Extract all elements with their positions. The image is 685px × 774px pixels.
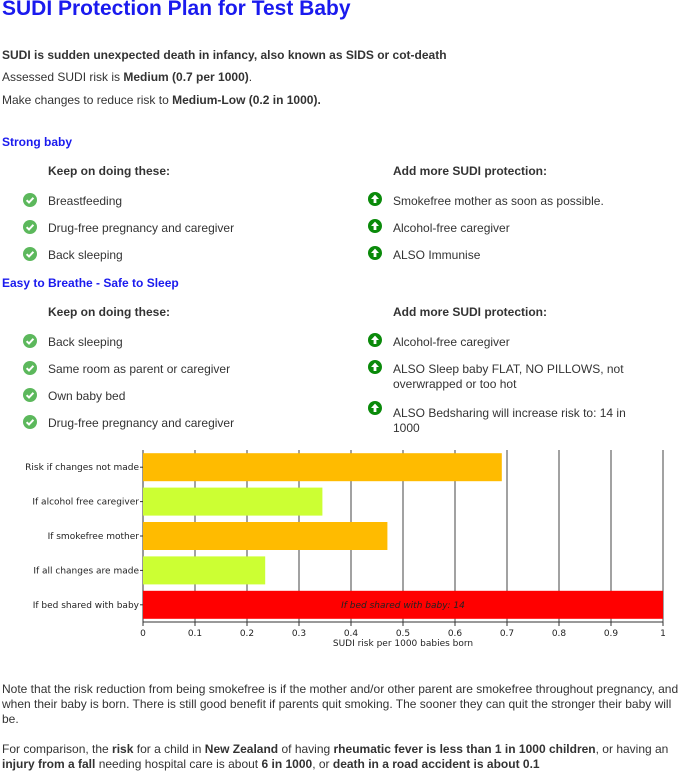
arrow-up-circle-icon xyxy=(368,333,382,347)
comparison-bold: 6 in 1000 xyxy=(261,757,313,771)
arrow-up-circle-icon xyxy=(368,401,382,415)
check-circle-icon xyxy=(23,334,37,348)
check-circle-icon xyxy=(23,220,37,234)
keep-doing-heading: Keep on doing these: xyxy=(48,305,171,319)
comparison-bold: risk xyxy=(112,742,134,756)
chart-bar xyxy=(143,556,265,584)
add-item: Alcohol-free caregiver xyxy=(393,221,510,235)
chart-bar xyxy=(143,453,502,481)
check-circle-icon xyxy=(23,388,37,402)
intro-text: SUDI is sudden unexpected death in infancy, also known as SIDS or cot-death xyxy=(2,48,447,62)
add-item-line1: ALSO Sleep baby FLAT, NO PILLOWS, not xyxy=(393,362,624,376)
arrow-up-circle-icon xyxy=(368,192,382,206)
check-circle-icon xyxy=(23,193,37,207)
comparison-text: of having xyxy=(278,742,334,756)
target-risk-prefix: Make changes to reduce risk to xyxy=(2,93,173,107)
add-item-line2: overwrapped or too hot xyxy=(393,377,517,391)
comparison-bold: New Zealand xyxy=(204,742,279,756)
category-label: If smokefree mother xyxy=(47,532,139,542)
target-risk-value: Medium-Low (0.2 in 1000). xyxy=(172,93,321,107)
keep-item: Drug-free pregnancy and caregiver xyxy=(48,221,235,235)
add-item: Alcohol-free caregiver xyxy=(393,335,510,349)
assessed-risk-line xyxy=(2,70,252,84)
comparison-text: needing hospital care is about xyxy=(95,757,262,771)
page-title: SUDI Protection Plan for Test Baby xyxy=(2,0,351,20)
comparison-text: for a child in xyxy=(133,742,205,756)
comparison-text: For comparison, the xyxy=(2,742,113,756)
tick-label: 0.7 xyxy=(499,629,515,639)
tick-label: 0.9 xyxy=(603,629,619,639)
add-item-line1: ALSO Bedsharing will increase risk to: 14 in xyxy=(393,406,626,420)
keep-item: Breastfeeding xyxy=(48,194,123,208)
check-circle-icon xyxy=(23,361,37,375)
arrow-up-circle-icon xyxy=(368,246,382,260)
category-label: Risk if changes not made xyxy=(25,463,139,474)
tick-label: 0.1 xyxy=(187,629,203,639)
comparison-text: , or xyxy=(312,757,333,771)
keep-doing-heading: Keep on doing these: xyxy=(48,164,171,178)
target-risk-line xyxy=(2,93,321,107)
chart-bar xyxy=(143,522,387,550)
category-label: If bed shared with baby xyxy=(32,600,139,611)
add-protection-heading: Add more SUDI protection: xyxy=(393,305,548,319)
arrow-up-circle-icon xyxy=(368,219,382,233)
tick-label: 1 xyxy=(660,629,666,639)
add-protection-heading: Add more SUDI protection: xyxy=(393,164,548,178)
comparison-text: , or having an xyxy=(595,742,669,756)
data-label: If bed shared with baby: 14 xyxy=(341,600,465,611)
arrow-up-circle-icon xyxy=(368,360,382,374)
assessed-risk-value: Medium (0.7 per 1000) xyxy=(123,70,249,84)
keep-item: Same room as parent or caregiver xyxy=(48,362,231,376)
check-circle-icon xyxy=(23,247,37,261)
check-circle-icon xyxy=(23,415,37,429)
sudi-risk-chart xyxy=(0,440,685,655)
section-heading-strong-baby: Strong baby xyxy=(2,135,73,149)
tick-label: 0.8 xyxy=(551,629,567,639)
section-heading-easy-to-breathe: Easy to Breathe - Safe to Sleep xyxy=(2,276,179,290)
keep-item: Back sleeping xyxy=(48,248,123,262)
smokefree-note: Note that the risk reduction from being smokefree is if the mother and/or other parent are smokefree throughout pregnancy, and when their baby is born. There is still good benefit if parents quit smoking. The sooner they can quit the stronger their baby will be. xyxy=(2,682,679,726)
category-label: If all changes are made xyxy=(33,566,139,577)
tick-label: 0.5 xyxy=(395,629,411,639)
add-item xyxy=(393,406,626,436)
keep-item: Drug-free pregnancy and caregiver xyxy=(48,416,235,430)
add-item: Smokefree mother as soon as possible. xyxy=(393,194,604,208)
add-item: ALSO Immunise xyxy=(393,248,481,262)
keep-item: Own baby bed xyxy=(48,389,126,403)
add-item-line2: 1000 xyxy=(393,421,420,435)
tick-label: 0 xyxy=(140,629,146,639)
assessed-risk-prefix: Assessed SUDI risk is xyxy=(2,70,124,84)
assessed-risk-suffix: . xyxy=(248,70,253,84)
keep-item: Back sleeping xyxy=(48,335,123,349)
comparison-bold: injury from a fall xyxy=(2,757,96,771)
tick-label: 0.4 xyxy=(343,629,359,639)
add-item xyxy=(393,362,624,392)
comparison-bold: death in a road accident is about 0.1 xyxy=(332,757,540,771)
category-label: If alcohol free caregiver xyxy=(32,497,139,508)
comparison-note xyxy=(2,742,680,772)
tick-label: 0.2 xyxy=(239,629,255,639)
chart-bar xyxy=(143,488,322,516)
tick-label: 0.6 xyxy=(447,629,463,639)
tick-label: 0.3 xyxy=(291,629,307,639)
x-axis-title: SUDI risk per 1000 babies born xyxy=(332,639,474,649)
comparison-bold: rheumatic fever is less than 1 in 1000 children xyxy=(333,742,596,756)
